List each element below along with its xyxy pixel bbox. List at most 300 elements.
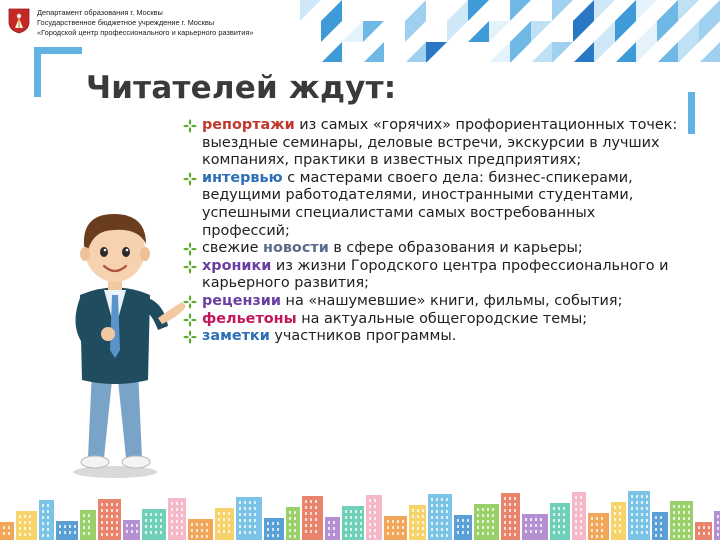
- skyline-window: [294, 529, 296, 532]
- skyline-window: [601, 523, 603, 526]
- skyline-window: [249, 525, 251, 528]
- mosaic-tile: [636, 42, 657, 62]
- four-petal-diamond-icon: [182, 118, 198, 134]
- skyline-window: [305, 530, 307, 533]
- skyline-window: [580, 532, 582, 535]
- skyline-window: [446, 504, 448, 507]
- skyline-window: [8, 526, 10, 529]
- skyline-window: [504, 503, 506, 506]
- skyline-window: [655, 534, 657, 537]
- skyline-window: [42, 528, 44, 531]
- skyline-window: [369, 523, 371, 526]
- skyline-window: [333, 533, 335, 536]
- skyline-window: [277, 528, 279, 531]
- skyline-window: [155, 519, 157, 522]
- skyline-window: [310, 506, 312, 509]
- skyline-window: [417, 533, 419, 536]
- skyline-window: [683, 511, 685, 514]
- skyline-window: [575, 520, 577, 523]
- skyline-window: [553, 525, 555, 528]
- skyline-window: [580, 508, 582, 511]
- skyline-window: [601, 529, 603, 532]
- skyline-window: [436, 516, 438, 519]
- skyline-window: [206, 535, 208, 538]
- skyline-window: [591, 517, 593, 520]
- skyline-window: [272, 528, 274, 531]
- skyline-window: [106, 503, 108, 506]
- skyline-window: [535, 530, 537, 533]
- skyline-window: [431, 528, 433, 531]
- skyline-window: [402, 520, 404, 523]
- skyline-building: [325, 517, 340, 540]
- skyline-window: [88, 514, 90, 517]
- skyline-window: [431, 498, 433, 501]
- skyline-window: [218, 530, 220, 533]
- skyline-window: [201, 523, 203, 526]
- mosaic-tile: [363, 21, 384, 42]
- skyline-window: [482, 532, 484, 535]
- skyline-window: [267, 522, 269, 525]
- skyline-window: [436, 510, 438, 513]
- mosaic-tile: [594, 42, 615, 62]
- list-item-text: участников программы.: [269, 328, 457, 345]
- skyline-window: [641, 501, 643, 504]
- skyline-window: [457, 531, 459, 534]
- skyline-window: [540, 530, 542, 533]
- skyline-window: [239, 513, 241, 516]
- skyline-window: [345, 510, 347, 513]
- skyline-window: [289, 535, 291, 538]
- skyline-building: [39, 500, 54, 540]
- skyline-window: [688, 517, 690, 520]
- skyline-window: [591, 535, 593, 538]
- header-line: «Городской центр профессионального и карьерного развития»: [37, 28, 254, 37]
- list-item: [182, 328, 682, 346]
- skyline-window: [688, 535, 690, 538]
- skyline-window: [631, 519, 633, 522]
- skyline-window: [514, 515, 516, 518]
- skyline-window: [553, 519, 555, 522]
- skyline-window: [422, 509, 424, 512]
- header-organization-text: [37, 8, 254, 38]
- skyline-window: [254, 531, 256, 534]
- skyline-window: [101, 515, 103, 518]
- skyline-window: [392, 520, 394, 523]
- skyline-window: [249, 519, 251, 522]
- skyline-window: [328, 521, 330, 524]
- skyline-window: [171, 514, 173, 517]
- skyline-window: [315, 506, 317, 509]
- skyline-window: [509, 503, 511, 506]
- skyline-window: [29, 533, 31, 536]
- skyline-window: [136, 530, 138, 533]
- skyline-window: [708, 532, 710, 535]
- skyline-window: [345, 528, 347, 531]
- skyline-window: [239, 507, 241, 510]
- skyline-window: [392, 526, 394, 529]
- mosaic-tile: [447, 0, 468, 21]
- skyline-window: [160, 531, 162, 534]
- skyline-window: [636, 501, 638, 504]
- skyline-window: [441, 534, 443, 537]
- skyline-window: [703, 526, 705, 529]
- list-item: [182, 170, 682, 240]
- skyline-window: [487, 508, 489, 511]
- skyline-window: [83, 526, 85, 529]
- skyline-window: [239, 525, 241, 528]
- skyline-window: [101, 533, 103, 536]
- skyline-window: [249, 531, 251, 534]
- list-item-keyword: заметки: [202, 328, 270, 345]
- content-list: [182, 117, 682, 346]
- mosaic-tile: [342, 21, 363, 42]
- skyline-window: [641, 507, 643, 510]
- skyline-window: [254, 513, 256, 516]
- skyline-window: [181, 508, 183, 511]
- skyline-window: [683, 517, 685, 520]
- skyline-window: [631, 501, 633, 504]
- skyline-window: [355, 522, 357, 525]
- skyline-window: [525, 518, 527, 521]
- skyline-window: [171, 502, 173, 505]
- skyline-window: [277, 522, 279, 525]
- skyline-window: [171, 526, 173, 529]
- skyline-window: [176, 514, 178, 517]
- skyline-window: [116, 533, 118, 536]
- list-item-text: из жизни Городского центра профессионального и карьерного развития;: [202, 257, 669, 292]
- skyline-window: [636, 519, 638, 522]
- skyline-window: [422, 533, 424, 536]
- skyline-window: [412, 533, 414, 536]
- list-item-text: на актуальные общегородские темы;: [296, 310, 588, 327]
- skyline-building: [611, 502, 626, 540]
- skyline-window: [294, 517, 296, 520]
- skyline-window: [155, 513, 157, 516]
- skyline-window: [688, 529, 690, 532]
- skyline-window: [116, 515, 118, 518]
- skyline-window: [42, 522, 44, 525]
- header: [8, 8, 254, 44]
- skyline-window: [509, 527, 511, 530]
- skyline-window: [315, 512, 317, 515]
- skyline-window: [530, 518, 532, 521]
- mosaic-tile: [678, 0, 699, 21]
- skyline-window: [106, 533, 108, 536]
- skyline-window: [596, 529, 598, 532]
- skyline-window: [457, 525, 459, 528]
- frame-bracket-top: [34, 47, 82, 54]
- skyline-window: [509, 497, 511, 500]
- skyline-window: [614, 524, 616, 527]
- skyline-window: [441, 510, 443, 513]
- list-item-text: из самых «горячих» профориентационных точек: выездные семинары, деловые встречи, экскурсии в лучших компаниях, практики в известных предприятиях;: [202, 117, 678, 169]
- skyline-window: [412, 527, 414, 530]
- skyline-window: [492, 526, 494, 529]
- skyline-window: [305, 506, 307, 509]
- skyline-window: [646, 513, 648, 516]
- skyline-window: [310, 530, 312, 533]
- skyline-window: [636, 525, 638, 528]
- skyline-window: [254, 507, 256, 510]
- skyline-window: [487, 520, 489, 523]
- skyline-window: [717, 515, 719, 518]
- skyline-window: [101, 527, 103, 530]
- mosaic-tile: [405, 21, 426, 42]
- skyline-window: [646, 519, 648, 522]
- skyline-window: [441, 528, 443, 531]
- skyline-window: [315, 524, 317, 527]
- skyline-window: [646, 525, 648, 528]
- skyline-window: [196, 535, 198, 538]
- mosaic-tile: [657, 21, 678, 42]
- skyline-window: [683, 529, 685, 532]
- skyline-window: [289, 511, 291, 514]
- skyline-window: [374, 523, 376, 526]
- skyline-window: [3, 532, 5, 535]
- skyline-window: [360, 516, 362, 519]
- skyline-window: [345, 534, 347, 537]
- skyline-window: [101, 509, 103, 512]
- skyline-window: [145, 531, 147, 534]
- skyline-window: [614, 518, 616, 521]
- skyline-window: [355, 534, 357, 537]
- skyline-window: [369, 511, 371, 514]
- skyline-window: [155, 531, 157, 534]
- skyline-window: [688, 511, 690, 514]
- skyline-window: [477, 520, 479, 523]
- skyline-window: [360, 510, 362, 513]
- skyline-window: [101, 521, 103, 524]
- skyline-window: [482, 526, 484, 529]
- list-item-keyword: рецензии: [202, 292, 281, 309]
- list-item-text: на «нашумевшие» книги, фильмы, события;: [280, 292, 623, 309]
- skyline-window: [181, 520, 183, 523]
- skyline-window: [305, 512, 307, 515]
- skyline-window: [244, 519, 246, 522]
- skyline-window: [717, 527, 719, 530]
- skyline-window: [504, 509, 506, 512]
- skyline-window: [374, 499, 376, 502]
- skyline-window: [289, 523, 291, 526]
- skyline-window: [441, 522, 443, 525]
- skyline-window: [369, 535, 371, 538]
- skyline-window: [509, 533, 511, 536]
- skyline-window: [462, 519, 464, 522]
- skyline-window: [196, 523, 198, 526]
- skyline-window: [580, 496, 582, 499]
- skyline-window: [558, 519, 560, 522]
- skyline-window: [387, 532, 389, 535]
- skyline-window: [24, 515, 26, 518]
- skyline-window: [482, 520, 484, 523]
- mosaic-tile: [573, 0, 594, 21]
- skyline-window: [191, 523, 193, 526]
- skyline-window: [417, 521, 419, 524]
- skyline-window: [145, 519, 147, 522]
- skyline-window: [206, 529, 208, 532]
- skyline-window: [446, 516, 448, 519]
- skyline-window: [83, 520, 85, 523]
- skyline-window: [176, 532, 178, 535]
- skyline-window: [708, 526, 710, 529]
- skyline-window: [360, 534, 362, 537]
- skyline-window: [660, 522, 662, 525]
- skyline-window: [683, 535, 685, 538]
- skyline-window: [315, 530, 317, 533]
- skyline-window: [59, 525, 61, 528]
- skyline-window: [467, 525, 469, 528]
- skyline-window: [228, 518, 230, 521]
- skyline-window: [267, 534, 269, 537]
- list-item-text: в сфере образования и карьеры;: [328, 240, 583, 257]
- skyline-window: [436, 522, 438, 525]
- mosaic-tile: [573, 21, 594, 42]
- skyline-window: [181, 514, 183, 517]
- skyline-window: [310, 524, 312, 527]
- skyline-window: [111, 509, 113, 512]
- mosaic-tile: [636, 21, 657, 42]
- skyline-window: [19, 527, 21, 530]
- skyline-window: [563, 507, 565, 510]
- skyline-window: [249, 513, 251, 516]
- mosaic-tile: [594, 0, 615, 21]
- skyline-window: [47, 534, 49, 537]
- skyline-window: [239, 531, 241, 534]
- list-item: [182, 258, 682, 293]
- skyline-window: [575, 496, 577, 499]
- skyline-window: [575, 532, 577, 535]
- skyline-window: [530, 530, 532, 533]
- skyline-window: [477, 532, 479, 535]
- skyline-window: [504, 533, 506, 536]
- skyline-window: [239, 501, 241, 504]
- skyline-window: [387, 526, 389, 529]
- mosaic-tile: [468, 21, 489, 42]
- skyline-window: [492, 532, 494, 535]
- skyline-window: [446, 528, 448, 531]
- skyline-window: [42, 534, 44, 537]
- skyline-window: [272, 534, 274, 537]
- skyline-window: [678, 529, 680, 532]
- skyline-window: [580, 502, 582, 505]
- skyline-window: [655, 528, 657, 531]
- skyline-window: [74, 525, 76, 528]
- mosaic-tile: [300, 0, 321, 21]
- skyline-window: [673, 517, 675, 520]
- skyline-window: [218, 524, 220, 527]
- skyline-window: [492, 514, 494, 517]
- skyline-window: [397, 526, 399, 529]
- skyline-window: [355, 528, 357, 531]
- skyline-window: [223, 530, 225, 533]
- skyline-window: [289, 529, 291, 532]
- skyline-window: [328, 527, 330, 530]
- skyline-window: [239, 519, 241, 522]
- mosaic-tile: [573, 42, 594, 62]
- skyline-window: [509, 515, 511, 518]
- skyline-window: [201, 535, 203, 538]
- skyline-window: [171, 520, 173, 523]
- skyline-building: [572, 492, 586, 540]
- skyline-window: [422, 521, 424, 524]
- skyline-window: [641, 519, 643, 522]
- moscow-coat-of-arms-icon: [8, 8, 30, 34]
- skyline-window: [350, 522, 352, 525]
- four-petal-diamond-icon: [182, 171, 198, 187]
- skyline-window: [641, 513, 643, 516]
- skyline-window: [145, 513, 147, 516]
- skyline-window: [673, 535, 675, 538]
- skyline-window: [636, 507, 638, 510]
- skyline-window: [540, 518, 542, 521]
- skyline-window: [636, 531, 638, 534]
- list-item-keyword: хроники: [202, 257, 272, 274]
- skyline-window: [591, 529, 593, 532]
- skyline-window: [660, 528, 662, 531]
- skyline-window: [530, 524, 532, 527]
- skyline-window: [294, 535, 296, 538]
- skyline-building: [695, 522, 712, 540]
- skyline-window: [369, 529, 371, 532]
- skyline-window: [614, 530, 616, 533]
- skyline-window: [619, 506, 621, 509]
- skyline-window: [553, 513, 555, 516]
- skyline-window: [333, 527, 335, 530]
- skyline-window: [436, 504, 438, 507]
- list-item-keyword: репортажи: [202, 117, 295, 133]
- skyline-window: [29, 521, 31, 524]
- skyline-window: [47, 522, 49, 525]
- skyline-window: [244, 531, 246, 534]
- skyline-window: [436, 528, 438, 531]
- skyline-window: [350, 516, 352, 519]
- skyline-window: [514, 509, 516, 512]
- skyline-window: [387, 520, 389, 523]
- skyline-window: [228, 530, 230, 533]
- skyline-window: [294, 511, 296, 514]
- header-line: Государственное бюджетное учреждение г. Москвы: [37, 18, 215, 27]
- skyline-window: [431, 522, 433, 525]
- skyline-window: [244, 525, 246, 528]
- skyline-window: [412, 521, 414, 524]
- skyline-window: [360, 522, 362, 525]
- skyline-window: [646, 507, 648, 510]
- skyline-window: [106, 515, 108, 518]
- skyline-window: [422, 527, 424, 530]
- skyline-window: [441, 516, 443, 519]
- skyline-window: [3, 526, 5, 529]
- skyline-window: [267, 528, 269, 531]
- mosaic-tile: [699, 21, 720, 42]
- skyline-window: [116, 521, 118, 524]
- mosaic-tile: [489, 42, 510, 62]
- skyline-window: [19, 521, 21, 524]
- skyline-window: [412, 515, 414, 518]
- skyline-window: [619, 518, 621, 521]
- skyline-window: [223, 518, 225, 521]
- skyline-window: [462, 525, 464, 528]
- skyline-window: [111, 521, 113, 524]
- cartoon-man-illustration: [40, 200, 190, 480]
- skyline-window: [678, 517, 680, 520]
- skyline-window: [42, 510, 44, 513]
- skyline-window: [446, 522, 448, 525]
- skyline-window: [601, 535, 603, 538]
- skyline-window: [514, 497, 516, 500]
- skyline-window: [441, 498, 443, 501]
- mosaic-tile: [363, 42, 384, 62]
- skyline-window: [535, 524, 537, 527]
